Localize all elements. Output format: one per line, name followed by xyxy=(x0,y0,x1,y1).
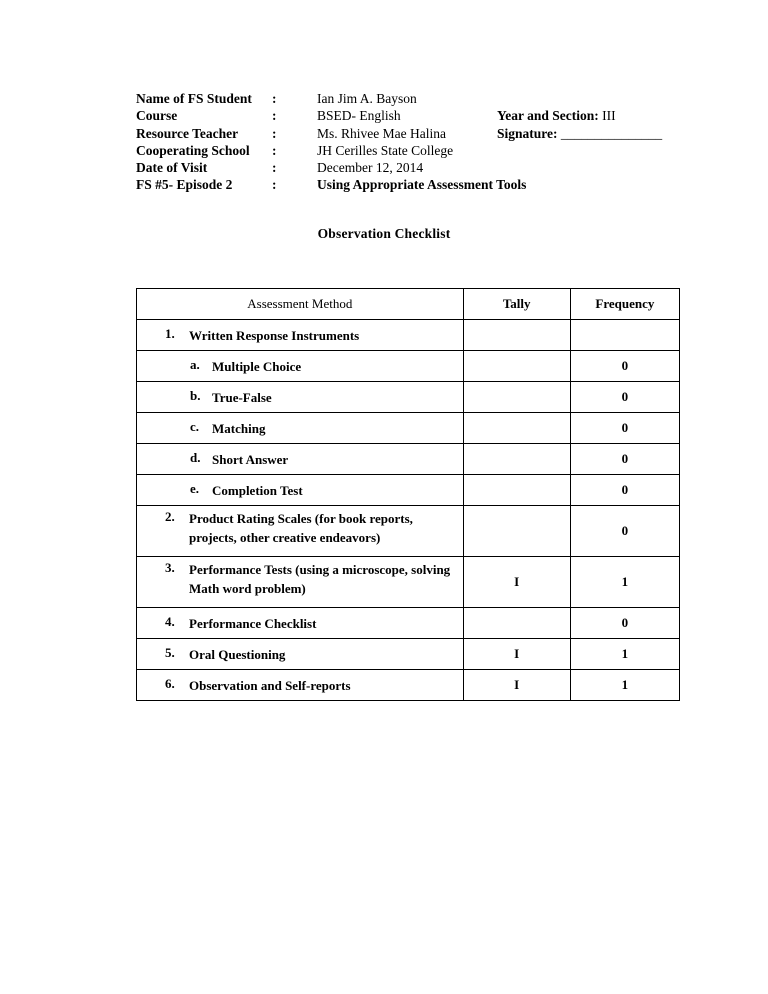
signature-line: _______________ xyxy=(560,125,663,141)
table-row xyxy=(137,670,680,701)
info-value: JH Cerilles State College xyxy=(317,142,454,158)
table-row xyxy=(137,557,680,608)
method-cell xyxy=(137,351,464,382)
info-label: Name of FS Student xyxy=(136,91,252,106)
method-text: True-False xyxy=(212,389,272,405)
frequency-cell: 0 xyxy=(570,608,679,639)
info-label: Cooperating School xyxy=(136,142,250,158)
method-cell xyxy=(137,413,464,444)
item-letter: c. xyxy=(190,418,200,434)
method-text: Matching xyxy=(212,420,266,436)
table-row xyxy=(137,444,680,475)
signature xyxy=(497,125,662,142)
table-row xyxy=(137,506,680,557)
method-text: Observation and Self-reports xyxy=(189,677,351,693)
method-cell xyxy=(137,557,464,608)
info-value: December 12, 2014 xyxy=(317,160,424,176)
method-cell xyxy=(137,608,464,639)
info-colon: : xyxy=(272,142,277,158)
item-number: 5. xyxy=(165,644,175,660)
page-title: Observation Checklist xyxy=(317,226,451,241)
tally-cell xyxy=(463,475,570,506)
tally-cell: I xyxy=(463,557,570,608)
year-section-label: Year and Section: xyxy=(497,108,599,124)
tally-cell xyxy=(463,506,570,557)
method-cell xyxy=(137,382,464,413)
table-row xyxy=(137,475,680,506)
method-cell xyxy=(137,639,464,670)
method-text: Performance Checklist xyxy=(189,615,317,631)
frequency-cell: 1 xyxy=(570,557,679,608)
frequency-cell: 0 xyxy=(570,475,679,506)
item-number: 1. xyxy=(165,325,175,341)
method-cell xyxy=(137,670,464,701)
table-row xyxy=(137,639,680,670)
info-colon: : xyxy=(272,108,277,124)
item-letter: e. xyxy=(190,480,200,496)
table-header-row xyxy=(137,289,680,320)
method-text: Product Rating Scales (for book reports, projects, other creative endeavors) xyxy=(189,511,413,545)
info-value: Using Appropriate Assessment Tools xyxy=(317,177,527,193)
info-value: Ms. Rhivee Mae Halina xyxy=(317,125,446,141)
column-header-method: Assessment Method xyxy=(137,289,464,320)
method-text: Oral Questioning xyxy=(189,646,286,662)
method-cell xyxy=(137,475,464,506)
frequency-cell: 0 xyxy=(570,413,679,444)
method-text: Short Answer xyxy=(212,451,289,467)
column-header-tally: Tally xyxy=(463,289,570,320)
item-number: 4. xyxy=(165,613,175,629)
table-row xyxy=(137,608,680,639)
year-section xyxy=(497,107,616,124)
info-value: BSED- English xyxy=(317,108,401,124)
method-text: Written Response Instruments xyxy=(189,327,360,343)
method-text: Multiple Choice xyxy=(212,358,302,374)
year-section-value: III xyxy=(602,108,616,124)
item-number: 6. xyxy=(165,675,175,691)
signature-label: Signature: xyxy=(497,125,558,141)
tally-cell: I xyxy=(463,670,570,701)
info-value: Ian Jim A. Bayson xyxy=(317,91,417,106)
frequency-cell: 0 xyxy=(570,382,679,413)
observation-checklist-table xyxy=(136,288,680,701)
info-colon: : xyxy=(272,160,277,176)
table-row xyxy=(137,382,680,413)
info-label: FS #5- Episode 2 xyxy=(136,177,233,193)
method-cell xyxy=(137,320,464,351)
table-row xyxy=(137,413,680,444)
info-colon: : xyxy=(272,177,277,193)
method-text: Performance Tests (using a microscope, solving Math word problem) xyxy=(189,562,451,596)
tally-cell xyxy=(463,413,570,444)
info-colon: : xyxy=(272,125,277,141)
tally-cell xyxy=(463,608,570,639)
item-number: 3. xyxy=(165,560,175,575)
item-letter: a. xyxy=(190,356,200,372)
info-label: Date of Visit xyxy=(136,160,208,176)
method-cell xyxy=(137,506,464,557)
frequency-cell xyxy=(570,320,679,351)
frequency-cell: 1 xyxy=(570,670,679,701)
item-letter: d. xyxy=(190,449,201,465)
frequency-cell: 0 xyxy=(570,444,679,475)
table-row xyxy=(137,320,680,351)
tally-cell xyxy=(463,382,570,413)
table-row xyxy=(137,351,680,382)
item-letter: b. xyxy=(190,387,201,403)
tally-cell xyxy=(463,444,570,475)
tally-cell xyxy=(463,320,570,351)
info-label: Course xyxy=(136,108,178,124)
frequency-cell: 1 xyxy=(570,639,679,670)
tally-cell: I xyxy=(463,639,570,670)
info-label: Resource Teacher xyxy=(136,125,239,141)
frequency-cell: 0 xyxy=(570,351,679,382)
item-number: 2. xyxy=(165,509,175,524)
method-text: Completion Test xyxy=(212,482,303,498)
column-header-frequency: Frequency xyxy=(570,289,679,320)
tally-cell xyxy=(463,351,570,382)
info-colon: : xyxy=(272,91,277,106)
frequency-cell: 0 xyxy=(570,506,679,557)
method-cell xyxy=(137,444,464,475)
